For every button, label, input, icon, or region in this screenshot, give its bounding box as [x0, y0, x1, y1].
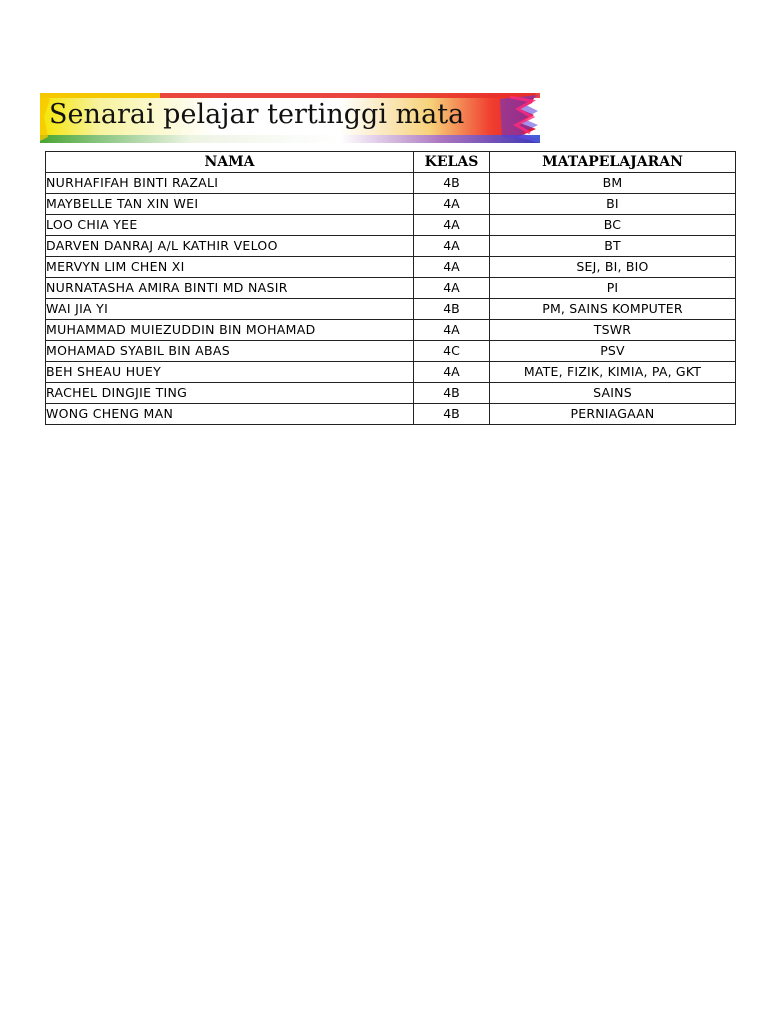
cell-nama: MAYBELLE TAN XIN WEI: [46, 194, 414, 215]
cell-nama: MERVYN LIM CHEN XI: [46, 257, 414, 278]
table-row: [46, 299, 736, 320]
cell-matapelajaran: TSWR: [490, 320, 736, 341]
cell-matapelajaran: BM: [490, 173, 736, 194]
table-row: [46, 236, 736, 257]
cell-nama: DARVEN DANRAJ A/L KATHIR VELOO: [46, 236, 414, 257]
cell-nama: WONG CHENG MAN: [46, 404, 414, 425]
cell-nama: BEH SHEAU HUEY: [46, 362, 414, 383]
table-row: [46, 341, 736, 362]
cell-kelas: 4A: [414, 215, 490, 236]
cell-nama: MUHAMMAD MUIEZUDDIN BIN MOHAMAD: [46, 320, 414, 341]
table-row: [46, 320, 736, 341]
table-row: [46, 278, 736, 299]
cell-matapelajaran: PSV: [490, 341, 736, 362]
cell-matapelajaran: BT: [490, 236, 736, 257]
table-row: [46, 404, 736, 425]
cell-nama: MOHAMAD SYABIL BIN ABAS: [46, 341, 414, 362]
cell-nama: NURHAFIFAH BINTI RAZALI: [46, 173, 414, 194]
cell-kelas: 4A: [414, 320, 490, 341]
cell-nama: WAI JIA YI: [46, 299, 414, 320]
table-row: [46, 215, 736, 236]
cell-nama: NURNATASHA AMIRA BINTI MD NASIR: [46, 278, 414, 299]
table-row: [46, 383, 736, 404]
cell-matapelajaran: PM, SAINS KOMPUTER: [490, 299, 736, 320]
table-row: [46, 362, 736, 383]
page-title: Senarai pelajar tertinggi mata: [49, 99, 465, 130]
cell-kelas: 4A: [414, 257, 490, 278]
cell-matapelajaran: BC: [490, 215, 736, 236]
table-row: [46, 194, 736, 215]
column-header-nama: NAMA: [46, 152, 414, 173]
cell-matapelajaran: MATE, FIZIK, KIMIA, PA, GKT: [490, 362, 736, 383]
cell-nama: LOO CHIA YEE: [46, 215, 414, 236]
table-header-row: [46, 152, 736, 173]
cell-kelas: 4A: [414, 194, 490, 215]
cell-kelas: 4A: [414, 362, 490, 383]
column-header-kelas: KELAS: [414, 152, 490, 173]
title-banner: [40, 93, 540, 143]
table-row: [46, 257, 736, 278]
cell-kelas: 4B: [414, 173, 490, 194]
cell-kelas: 4B: [414, 383, 490, 404]
cell-kelas: 4A: [414, 236, 490, 257]
cell-matapelajaran: SEJ, BI, BIO: [490, 257, 736, 278]
student-table: [45, 151, 736, 425]
cell-kelas: 4A: [414, 278, 490, 299]
cell-matapelajaran: BI: [490, 194, 736, 215]
cell-kelas: 4B: [414, 404, 490, 425]
cell-kelas: 4C: [414, 341, 490, 362]
table-row: [46, 173, 736, 194]
cell-nama: RACHEL DINGJIE TING: [46, 383, 414, 404]
cell-matapelajaran: PERNIAGAAN: [490, 404, 736, 425]
column-header-matapelajaran: MATAPELAJARAN: [490, 152, 736, 173]
cell-matapelajaran: SAINS: [490, 383, 736, 404]
cell-matapelajaran: PI: [490, 278, 736, 299]
cell-kelas: 4B: [414, 299, 490, 320]
